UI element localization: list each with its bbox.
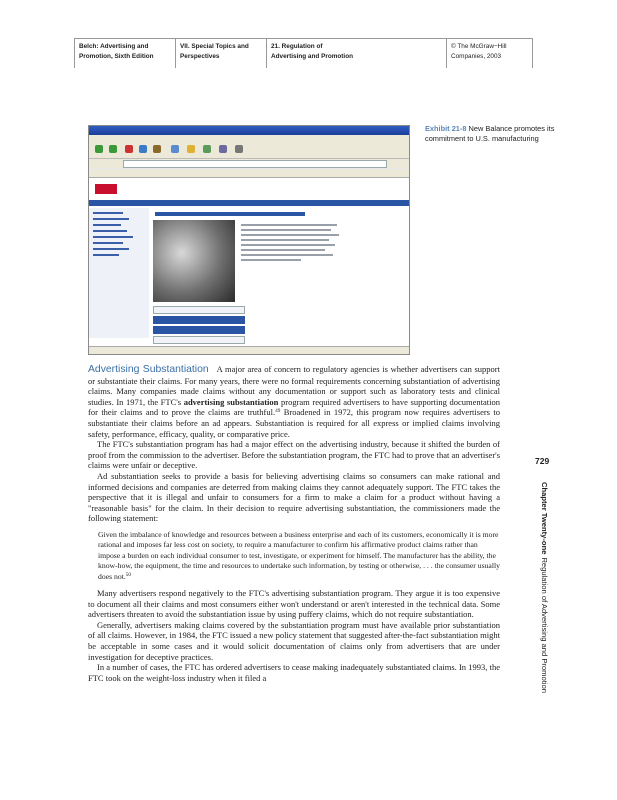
key-term: advertising substantiation	[183, 396, 279, 407]
browser-menubar	[89, 135, 409, 142]
text-line	[241, 224, 337, 226]
nav-line	[93, 242, 123, 244]
nav-line	[93, 236, 133, 238]
text-line	[241, 254, 333, 256]
forward-icon	[109, 145, 117, 153]
header-text: VII. Special Topics and	[180, 43, 249, 50]
nav-line	[93, 212, 123, 214]
header-text: Companies, 2003	[451, 53, 502, 60]
header-divider	[532, 38, 533, 68]
site-heading	[155, 212, 305, 216]
nav-line	[93, 218, 129, 220]
chapter-number: Chapter Twenty-one	[540, 482, 549, 555]
nav-line	[93, 230, 127, 232]
footnote-ref: 49	[275, 408, 281, 415]
exhibit-caption-text: New Balance promotes its commitment to U.S. manufacturing	[425, 124, 555, 143]
header-book-title	[79, 42, 154, 62]
quote-text: Given the imbalance of knowledge and resources between a business enterprise and each of its customers, economically it is more rational and imposes far less cost on society, to require a manufacturer to confirm his affirmative product claims rather than impose a burden on each individual consumer to test, investigate, or experiment for himself. The manufacturer has the ability, the know-how, the equipment, the time and resources to undertake such information, by testing or otherwise, . . . the consumer usually does not.	[98, 529, 500, 581]
paragraph: In a number of cases, the FTC has ordered advertisers to cease making inadequately substantiated claims. In 1993, the FTC took on the weight-loss industry when it filed a	[88, 662, 500, 683]
address-field	[123, 160, 387, 168]
browser-toolbar	[89, 142, 409, 159]
site-navbar	[89, 200, 409, 206]
exhibit-caption	[425, 124, 555, 144]
refresh-icon	[139, 145, 147, 153]
paragraph: Many advertisers respond negatively to the FTC's advertising substantiation program. They argue it is too expensive to document all their claims and most consumers either won't understand or aren't interested in the technical data. Some advertisers threaten to avoid the substantiation issue by using puffery claims, which do not require substantiation.	[88, 587, 500, 620]
site-button	[153, 306, 245, 314]
site-body-text	[241, 224, 341, 264]
site-button	[153, 336, 245, 344]
browser-address-bar	[89, 159, 409, 168]
header-divider	[74, 38, 75, 68]
mail-icon	[219, 145, 227, 153]
site-button	[153, 326, 245, 334]
text-line	[241, 244, 335, 246]
header-text: Promotion, Sixth Edition	[79, 53, 154, 60]
header-text: Advertising and Promotion	[271, 53, 354, 60]
header-divider	[175, 38, 176, 68]
footnote-ref: 50	[125, 571, 131, 578]
favorites-icon	[187, 145, 195, 153]
header-part-title	[180, 42, 249, 62]
print-icon	[235, 145, 243, 153]
header-divider	[266, 38, 267, 68]
header-text: 21. Regulation of	[271, 43, 323, 50]
shoe-photo	[153, 220, 235, 302]
header-rule	[74, 38, 532, 39]
text-run: program required advertisers to have supporting documentation for their claims and to prove the claims are truthful.	[88, 396, 500, 418]
header-copyright	[451, 42, 507, 62]
nav-line	[93, 254, 119, 256]
header-chapter-title	[271, 42, 353, 62]
stop-icon	[125, 145, 133, 153]
search-icon	[171, 145, 179, 153]
paragraph: Generally, advertisers making claims covered by the substantiation program must have available prior substantiation of all claims. However, in 1984, the FTC issued a new policy statement that suggested after-the-fact substantiation might be acceptable in some cases and it would solicit documentation of claims only from advertisers that are under investigation for deceptive practices.	[88, 619, 500, 662]
browser-titlebar	[89, 126, 409, 135]
header-text: Perspectives	[180, 53, 220, 60]
text-run: A major area of concern to regulatory agencies is whether advertisers can support or substantiate their claims. For many years, there were no formal requirements concerning substantiation of advertising claims. Many companies made claims without any documentation or support such as laboratory tests and clinical studies. In 1971, the FTC's	[88, 364, 500, 407]
text-line	[241, 229, 331, 231]
chapter-title: Regulation of Advertising and Promotion	[540, 557, 549, 693]
home-icon	[153, 145, 161, 153]
browser-links-bar	[89, 169, 409, 178]
paragraph: The FTC's substantiation program has had a major effect on the advertising industry, because it shifted the burden of proof from the commission to the advertiser. Before the substantiation program, the FTC had to prove that an advertiser's claims were unfair or deceptive.	[88, 439, 500, 471]
header-text: © The McGraw−Hill	[451, 43, 507, 50]
nav-line	[93, 248, 129, 250]
exhibit-screenshot	[88, 125, 410, 355]
block-quote	[98, 530, 500, 582]
section-heading: Advertising Substantiation	[88, 364, 209, 375]
text-line	[241, 249, 325, 251]
header-divider	[446, 38, 447, 68]
browser-page	[89, 178, 409, 346]
site-button	[153, 316, 245, 324]
page-number: 729	[535, 456, 550, 466]
text-line	[241, 239, 329, 241]
exhibit-label: Exhibit 21-8	[425, 124, 467, 133]
paragraph	[88, 364, 500, 439]
site-left-nav	[89, 208, 149, 338]
text-line	[241, 259, 301, 261]
back-icon	[95, 145, 103, 153]
text-run: Broadened in 1972, this program now requires advertisers to substantiate their claims before an ad appears. Substantiation is required for all express or implied claims involving safety, performance, efficacy, quality, or comparative price.	[88, 407, 500, 439]
paragraph: Ad substantiation seeks to provide a basis for believing advertising claims so consumers can make rational and informed decisions and companies are deterred from making claims they cannot adequately support. The FTC takes the perspective that it is illegal and unfair to consumers for a firm to make a claim for a product without having a "reasonable basis" for the claim. In their decision to require advertising substantiation, the commissioners made the following statement:	[88, 470, 500, 524]
chapter-running-title	[535, 482, 549, 722]
header-text: Belch: Advertising and	[79, 43, 149, 50]
nav-line	[93, 224, 121, 226]
body-text	[88, 364, 500, 683]
text-line	[241, 234, 339, 236]
browser-statusbar	[89, 346, 409, 355]
running-header	[0, 38, 617, 68]
history-icon	[203, 145, 211, 153]
brand-logo	[95, 184, 117, 194]
